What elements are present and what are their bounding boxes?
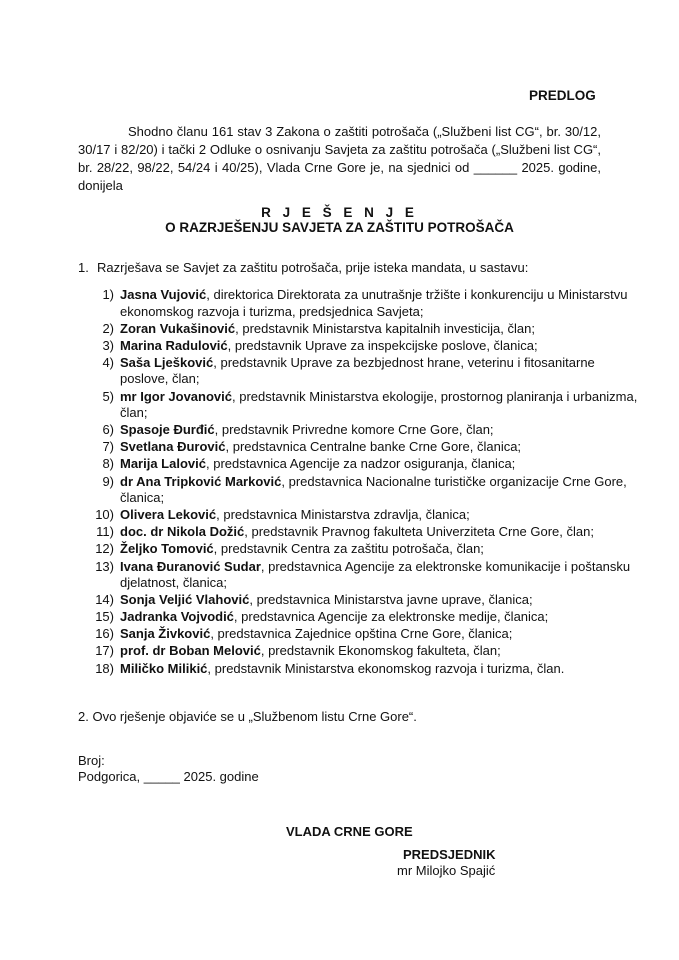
list-item xyxy=(78,524,638,541)
member-role: , predstavnica Zajednice opština Crne Gore, članica; xyxy=(210,626,513,642)
president-title: PREDSJEDNIK xyxy=(403,847,496,862)
item-number: 12) xyxy=(95,541,114,557)
member-name: Sonja Veljić Vlahović xyxy=(120,592,250,608)
list-item xyxy=(78,439,638,456)
list-item xyxy=(78,321,638,338)
document-number-label: Broj: xyxy=(78,753,105,768)
member-role: , direktorica Direktorata za unutrašnje tržište i konkurenciju u Ministarstvu ekonomskog razvoja i turizma, predsjednica Savjeta; xyxy=(120,287,628,319)
president-name: mr Milojko Spajić xyxy=(397,863,496,878)
member-name: Zoran Vukašinović xyxy=(120,320,236,336)
list-item xyxy=(78,338,638,355)
member-role: , predstavnica Ministarstva zdravlja, članica; xyxy=(216,507,470,523)
member-name: prof. dr Boban Melović xyxy=(120,643,261,659)
member-role: , predstavnica Agencije za elektronske medije, članica; xyxy=(233,609,549,625)
member-role: , predstavnik Pravnog fakulteta Univerziteta Crne Gore, član; xyxy=(244,524,594,540)
member-role: , predstavnik Privredne komore Crne Gore, član; xyxy=(214,422,494,438)
item-number: 17) xyxy=(95,643,114,659)
members-list xyxy=(78,287,638,678)
item-number: 1) xyxy=(102,287,114,302)
member-role: , predstavnik Ministarstva ekonomskog razvoja i turizma, član. xyxy=(207,660,565,676)
list-item xyxy=(78,541,638,558)
member-role: , predstavnica Nacionalne turističke organizacije Crne Gore, članica; xyxy=(120,473,627,506)
place-date: Podgorica, _____ 2025. godine xyxy=(78,769,259,784)
member-name: Miličko Milikić xyxy=(120,660,208,676)
government-signature: VLADA CRNE GORE xyxy=(286,824,413,839)
member-name: Spasoje Đurđić xyxy=(120,422,215,438)
document-title: R J E Š E N J E xyxy=(261,205,418,220)
member-role: , predstavnik Uprave za inspekcijske poslove, članica; xyxy=(227,337,538,353)
item-number: 10) xyxy=(95,507,114,523)
member-name: Željko Tomović xyxy=(120,541,214,557)
item-number: 16) xyxy=(95,626,114,642)
item-number: 6) xyxy=(102,422,114,438)
list-item xyxy=(78,661,638,678)
member-role: , predstavnica Agencije za nadzor osiguranja, članica; xyxy=(205,456,516,472)
item-number: 5) xyxy=(102,388,114,404)
list-item xyxy=(78,559,638,592)
item-number: 14) xyxy=(95,592,114,608)
member-role: , predstavnik Centra za zaštitu potrošača, član; xyxy=(213,541,484,557)
member-name: Saša Lješković xyxy=(120,354,214,370)
list-item xyxy=(78,592,638,609)
member-name: mr Igor Jovanović xyxy=(120,388,232,404)
item-number: 9) xyxy=(102,473,114,489)
member-name: Sanja Živković xyxy=(120,626,211,642)
list-item xyxy=(78,609,638,626)
member-role: , predstavnica Agencije za elektronske komunikacije i poštansku djelatnost, članica; xyxy=(120,558,631,591)
member-name: Ivana Đuranović Sudar xyxy=(120,558,261,574)
member-name: Jasna Vujović xyxy=(120,287,207,302)
member-name: dr Ana Tripković Marković xyxy=(120,473,282,489)
point-two: 2. Ovo rješenje objaviće se u „Službenom listu Crne Gore“. xyxy=(78,709,417,724)
item-number: 7) xyxy=(102,439,114,455)
member-name: Jadranka Vojvodić xyxy=(120,609,234,625)
intro-paragraph: Shodno članu 161 stav 3 Zakona o zaštiti potrošača („Službeni list CG“, br. 30/12, 30/17 i 82/20) i tački 2 Odluke o osnivanju Savjeta za zaštitu potrošača („Službeni list CG“, br. 28/22, 98/22, 54/24 i 40/25), Vlada Crne Gore je, na sjednici od ______ 2025. godine, donijela xyxy=(78,124,601,193)
list-item xyxy=(78,389,638,422)
member-role: , predstavnik Ministarstva kapitalnih investicija, član; xyxy=(235,320,535,336)
member-name: Marija Lalović xyxy=(120,456,206,472)
item-number: 15) xyxy=(95,609,114,625)
item-number: 8) xyxy=(102,456,114,472)
item-number: 18) xyxy=(95,660,114,676)
member-name: doc. dr Nikola Dožić xyxy=(120,524,245,540)
list-item xyxy=(78,456,638,473)
member-role: , predstavnik Ekonomskog fakulteta, član; xyxy=(260,643,501,659)
member-role: , predstavnik Ministarstva ekologije, prostornog planiranja i urbanizma, član; xyxy=(120,388,638,421)
item-number: 2) xyxy=(102,320,114,336)
item-number: 13) xyxy=(95,558,114,574)
member-name: Marina Radulović xyxy=(120,337,228,353)
item-number: 4) xyxy=(102,354,114,370)
member-name: Olivera Leković xyxy=(120,507,217,523)
point-one-number: 1. xyxy=(78,260,89,275)
document-label: PREDLOG xyxy=(529,88,596,103)
member-role: , predstavnik Uprave za bezbjednost hrane, veterinu i fitosanitarne poslove, član; xyxy=(120,354,595,387)
point-one-text: Razrješava se Savjet za zaštitu potrošača, prije isteka mandata, u sastavu: xyxy=(97,260,529,275)
document-subtitle: O RAZRJEŠENJU SAVJETA ZA ZAŠTITU POTROŠAČA xyxy=(165,220,514,235)
member-name: Svetlana Đurović xyxy=(120,439,226,455)
list-item xyxy=(78,507,638,524)
list-item xyxy=(78,355,638,388)
list-item xyxy=(78,474,638,507)
member-role: , predstavnica Ministarstva javne uprave, članica; xyxy=(249,592,533,608)
list-item xyxy=(78,422,638,439)
list-item xyxy=(78,287,638,320)
item-number: 3) xyxy=(102,337,114,353)
member-role: , predstavnica Centralne banke Crne Gore, članica; xyxy=(225,439,522,455)
list-item xyxy=(78,626,638,643)
list-item xyxy=(78,643,638,660)
item-number: 11) xyxy=(96,524,114,540)
